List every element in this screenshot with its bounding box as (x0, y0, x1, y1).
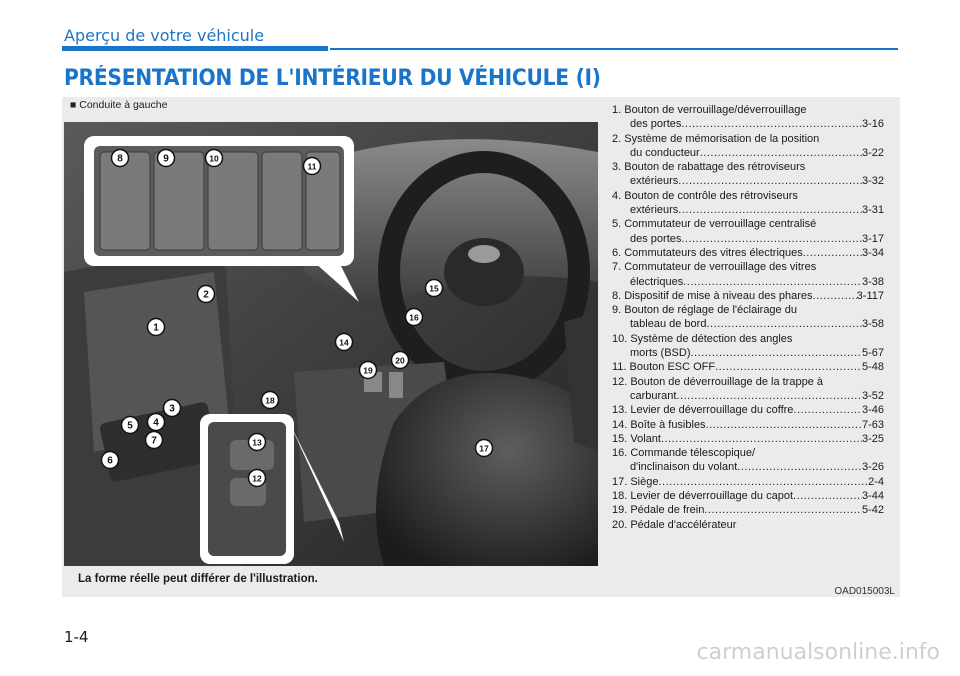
svg-text:11: 11 (307, 161, 317, 172)
callout-6 (102, 452, 119, 469)
item-label-cont: morts (BSD) (630, 347, 691, 360)
header-rule-line (330, 48, 898, 50)
svg-text:12: 12 (252, 473, 262, 484)
item-page: 5-48 (861, 361, 884, 374)
svg-text:17: 17 (479, 443, 489, 454)
list-item (612, 260, 884, 289)
item-page: 3-38 (861, 275, 884, 288)
leader-dots (706, 418, 862, 432)
list-item (612, 489, 884, 503)
list-item (612, 518, 884, 532)
item-label: 5. Commutateur de verrouillage centralisé (612, 218, 817, 231)
figure-caption: La forme réelle peut différer de l'illustration. (78, 573, 318, 585)
list-item (612, 360, 884, 374)
callout-14 (336, 334, 353, 351)
callout-19 (360, 362, 377, 379)
list-item (612, 132, 884, 161)
svg-text:4: 4 (153, 417, 159, 429)
svg-text:20: 20 (395, 355, 405, 366)
item-label: 9. Bouton de réglage de l'éclairage du (612, 304, 797, 317)
leader-dots (706, 317, 862, 331)
list-item (612, 432, 884, 446)
item-label: 12. Bouton de déverrouillage de la trappe à (612, 375, 823, 388)
svg-text:15: 15 (429, 283, 439, 294)
callout-10 (206, 150, 223, 167)
item-page: 3-16 (861, 118, 884, 131)
interior-illustration (64, 122, 598, 566)
callout-13 (249, 434, 266, 451)
leader-dots (681, 117, 862, 131)
leader-dots (661, 432, 862, 446)
item-page: 3-34 (861, 246, 884, 259)
section-title: Aperçu de votre véhicule (64, 26, 265, 45)
item-label-cont: d'inclinaison du volant (630, 461, 738, 474)
leader-dots (793, 403, 862, 417)
svg-text:18: 18 (265, 395, 275, 406)
leader-dots (683, 275, 862, 289)
item-label-cont: tableau de bord (630, 318, 707, 331)
svg-text:1: 1 (153, 322, 159, 334)
item-label-cont: extérieurs (630, 175, 679, 188)
item-label: 19. Pédale de frein (612, 504, 705, 517)
item-page: 3-58 (861, 318, 884, 331)
leader-dots (793, 489, 862, 503)
callout-8 (112, 150, 129, 167)
callout-20 (392, 352, 409, 369)
item-label: 17. Siège (612, 475, 659, 488)
item-page: 7-63 (861, 418, 884, 431)
item-label-cont: électriques (630, 275, 684, 288)
callout-2 (198, 286, 215, 303)
list-item (612, 446, 884, 475)
item-label: 3. Bouton de rabattage des rétroviseurs (612, 161, 806, 174)
header-rule-bar (62, 46, 328, 51)
item-page: 3-26 (861, 461, 884, 474)
item-label: 11. Bouton ESC OFF (612, 361, 716, 374)
callout-17 (476, 440, 493, 457)
list-item (612, 375, 884, 404)
item-label: 20. Pédale d'accélérateur (612, 518, 737, 531)
leader-dots (803, 246, 862, 260)
list-item (612, 303, 884, 332)
list-item (612, 217, 884, 246)
item-label: 10. Système de détection des angles (612, 332, 793, 345)
page-number: 1-4 (64, 628, 89, 646)
item-page: 3-44 (861, 490, 884, 503)
leader-dots (700, 146, 862, 160)
item-page: 3-22 (861, 146, 884, 159)
item-page: 3-31 (861, 204, 884, 217)
callout-18 (262, 392, 279, 409)
list-item (612, 403, 884, 417)
list-item (612, 103, 884, 132)
item-label: 8. Dispositif de mise à niveau des phares (612, 289, 813, 302)
item-page: 5-67 (861, 347, 884, 360)
item-label-cont: extérieurs (630, 204, 679, 217)
list-item (612, 475, 884, 489)
leader-dots (715, 360, 862, 374)
callout-16 (406, 309, 423, 326)
leader-dots (676, 389, 861, 403)
item-label: 13. Levier de déverrouillage du coffre (612, 404, 794, 417)
item-label: 7. Commutateur de verrouillage des vitres (612, 261, 817, 274)
callout-1 (148, 319, 165, 336)
item-page: 5-42 (861, 504, 884, 517)
leader-dots (678, 203, 862, 217)
svg-text:10: 10 (209, 153, 219, 164)
svg-text:19: 19 (363, 365, 373, 376)
item-label: 16. Commande télescopique/ (612, 447, 756, 460)
item-page: 2-4 (868, 475, 884, 488)
item-label: 4. Bouton de contrôle des rétroviseurs (612, 189, 798, 202)
svg-text:8: 8 (117, 153, 123, 165)
svg-text:16: 16 (409, 312, 419, 323)
page-heading: PRÉSENTATION DE L'INTÉRIEUR DU VÉHICULE (I) (64, 66, 601, 91)
item-page: 3-52 (861, 389, 884, 402)
callout-7 (146, 432, 163, 449)
item-page: 3-117 (856, 289, 884, 302)
callout-4 (148, 414, 165, 431)
callout-9 (158, 150, 175, 167)
svg-text:13: 13 (252, 437, 262, 448)
callout-12 (249, 470, 266, 487)
svg-text:6: 6 (107, 455, 113, 467)
watermark: carmanualsonline.info (696, 640, 940, 665)
leader-dots (704, 503, 862, 517)
item-page: 3-32 (861, 175, 884, 188)
callout-5 (122, 417, 139, 434)
figure-code: OAD015003L (834, 586, 895, 597)
component-list (612, 103, 884, 532)
figure-label: ■ Conduite à gauche (70, 99, 168, 111)
item-label: 15. Volant (612, 432, 661, 445)
list-item (612, 332, 884, 361)
leader-dots (691, 346, 862, 360)
item-label: 18. Levier de déverrouillage du capot (612, 490, 794, 503)
item-label-cont: du conducteur (630, 146, 700, 159)
leader-dots (658, 475, 868, 489)
list-item (612, 418, 884, 432)
leader-dots (813, 289, 857, 303)
callout-11 (304, 158, 321, 175)
item-label-cont: des portes (630, 232, 682, 245)
item-label: 2. Système de mémorisation de la position (612, 132, 820, 145)
item-label: 6. Commutateurs des vitres électriques (612, 246, 803, 259)
list-item (612, 160, 884, 189)
item-page: 3-46 (861, 404, 884, 417)
list-item (612, 246, 884, 260)
item-label: 14. Boîte à fusibles (612, 418, 706, 431)
leader-dots (681, 232, 862, 246)
callout-15 (426, 280, 443, 297)
leader-dots (737, 460, 862, 474)
item-page: 3-17 (861, 232, 884, 245)
leader-dots (678, 174, 862, 188)
list-item (612, 289, 884, 303)
list-item (612, 189, 884, 218)
callout-3 (164, 400, 181, 417)
svg-text:7: 7 (151, 435, 157, 447)
svg-text:2: 2 (203, 289, 209, 301)
svg-text:9: 9 (163, 153, 169, 165)
list-item (612, 503, 884, 517)
svg-text:5: 5 (127, 420, 133, 432)
svg-text:14: 14 (339, 337, 349, 348)
item-page: 3-25 (861, 432, 884, 445)
svg-text:3: 3 (169, 403, 175, 415)
item-label-cont: carburant (630, 389, 677, 402)
item-label: 1. Bouton de verrouillage/déverrouillage (612, 104, 807, 116)
item-label-cont: des portes (630, 118, 682, 131)
